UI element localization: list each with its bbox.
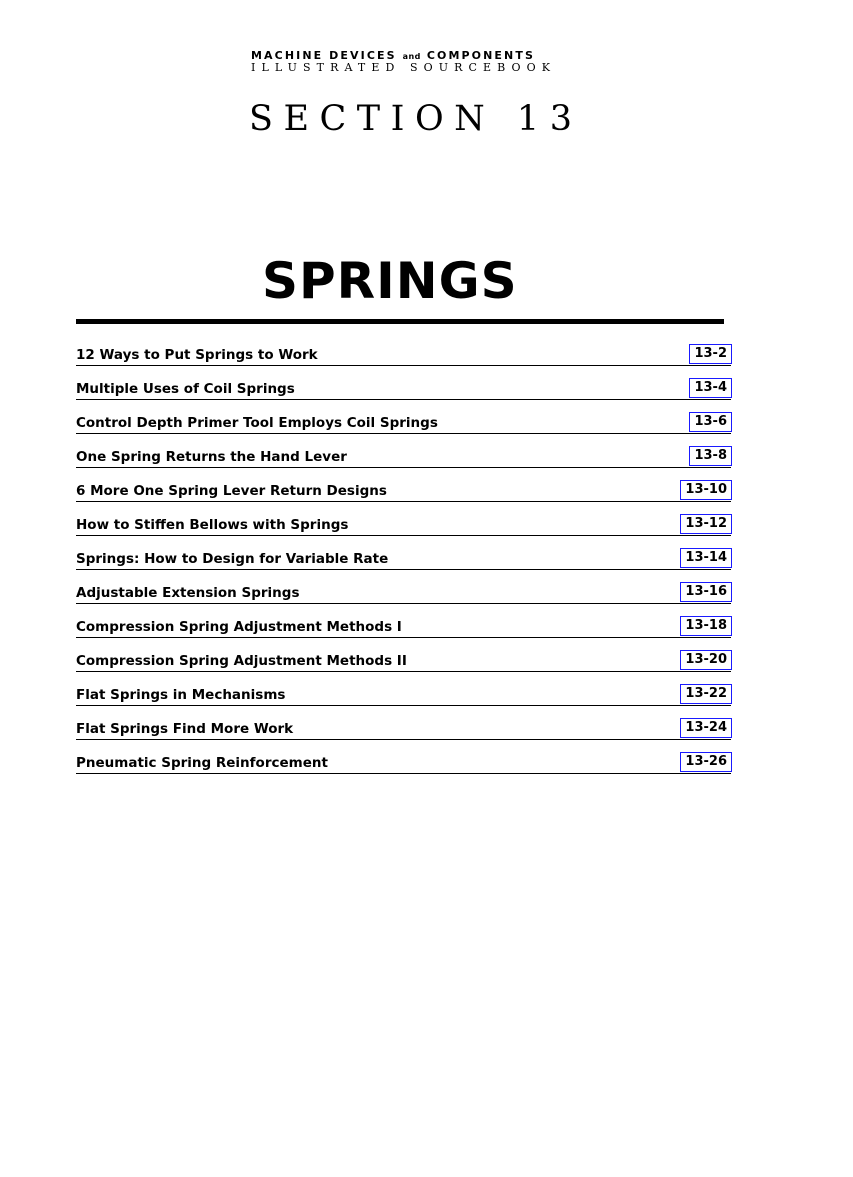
toc-entry-underline	[76, 501, 731, 502]
toc-row	[76, 510, 732, 544]
toc-entry-underline	[76, 705, 731, 706]
toc-entry-title: How to Stiffen Bellows with Springs	[76, 517, 349, 533]
toc-entry-title: Compression Spring Adjustment Methods II	[76, 653, 407, 669]
title-divider	[76, 319, 724, 324]
toc-entry-title: 6 More One Spring Lever Return Designs	[76, 483, 387, 499]
toc-page-link[interactable]: 13-2	[689, 344, 732, 364]
section-title: SPRINGS	[262, 252, 518, 310]
book-subtitle: ILLUSTRATED SOURCEBOOK	[251, 61, 557, 74]
toc-page-link[interactable]: 13-12	[680, 514, 732, 534]
toc-row	[76, 680, 732, 714]
toc-page-link[interactable]: 13-16	[680, 582, 732, 602]
toc-page-link[interactable]: 13-20	[680, 650, 732, 670]
toc-entry-title: Control Depth Primer Tool Employs Coil Springs	[76, 415, 438, 431]
toc-page-link[interactable]: 13-10	[680, 480, 732, 500]
book-title-part2: COMPONENTS	[420, 49, 535, 62]
toc-entry-underline	[76, 773, 731, 774]
toc-page-link[interactable]: 13-6	[689, 412, 732, 432]
toc-page-link[interactable]: 13-8	[689, 446, 732, 466]
toc-entry-underline	[76, 739, 731, 740]
toc-row	[76, 612, 732, 646]
toc-entry-underline	[76, 365, 731, 366]
toc-page-link[interactable]: 13-4	[689, 378, 732, 398]
toc-row	[76, 748, 732, 782]
toc-entry-underline	[76, 569, 731, 570]
toc-entry-title: Multiple Uses of Coil Springs	[76, 381, 295, 397]
toc-row	[76, 442, 732, 476]
toc-entry-title: Springs: How to Design for Variable Rate	[76, 551, 389, 567]
toc-entry-underline	[76, 671, 731, 672]
toc-entry-underline	[76, 535, 731, 536]
toc-page-link[interactable]: 13-26	[680, 752, 732, 772]
toc-entry-title: Flat Springs in Mechanisms	[76, 687, 286, 703]
toc-page-link[interactable]: 13-14	[680, 548, 732, 568]
book-title-and: and	[402, 52, 421, 61]
toc-entry-title: Compression Spring Adjustment Methods I	[76, 619, 402, 635]
toc-entry-underline	[76, 399, 731, 400]
toc-entry-title: Adjustable Extension Springs	[76, 585, 300, 601]
toc-page-link[interactable]: 13-24	[680, 718, 732, 738]
toc-entry-title: One Spring Returns the Hand Lever	[76, 449, 347, 465]
toc-row	[76, 714, 732, 748]
toc-entry-title: Pneumatic Spring Reinforcement	[76, 755, 328, 771]
toc-entry-title: 12 Ways to Put Springs to Work	[76, 347, 318, 363]
toc-row	[76, 408, 732, 442]
book-title-part1: MACHINE DEVICES	[251, 49, 403, 62]
toc-entry-underline	[76, 637, 731, 638]
table-of-contents	[76, 340, 732, 782]
toc-entry-underline	[76, 433, 731, 434]
section-label: SECTION 13	[249, 99, 583, 139]
toc-row	[76, 374, 732, 408]
toc-page-link[interactable]: 13-18	[680, 616, 732, 636]
toc-row	[76, 476, 732, 510]
toc-row	[76, 578, 732, 612]
toc-row	[76, 340, 732, 374]
toc-row	[76, 646, 732, 680]
toc-entry-title: Flat Springs Find More Work	[76, 721, 294, 737]
toc-row	[76, 544, 732, 578]
toc-entry-underline	[76, 603, 731, 604]
toc-entry-underline	[76, 467, 731, 468]
toc-page-link[interactable]: 13-22	[680, 684, 732, 704]
